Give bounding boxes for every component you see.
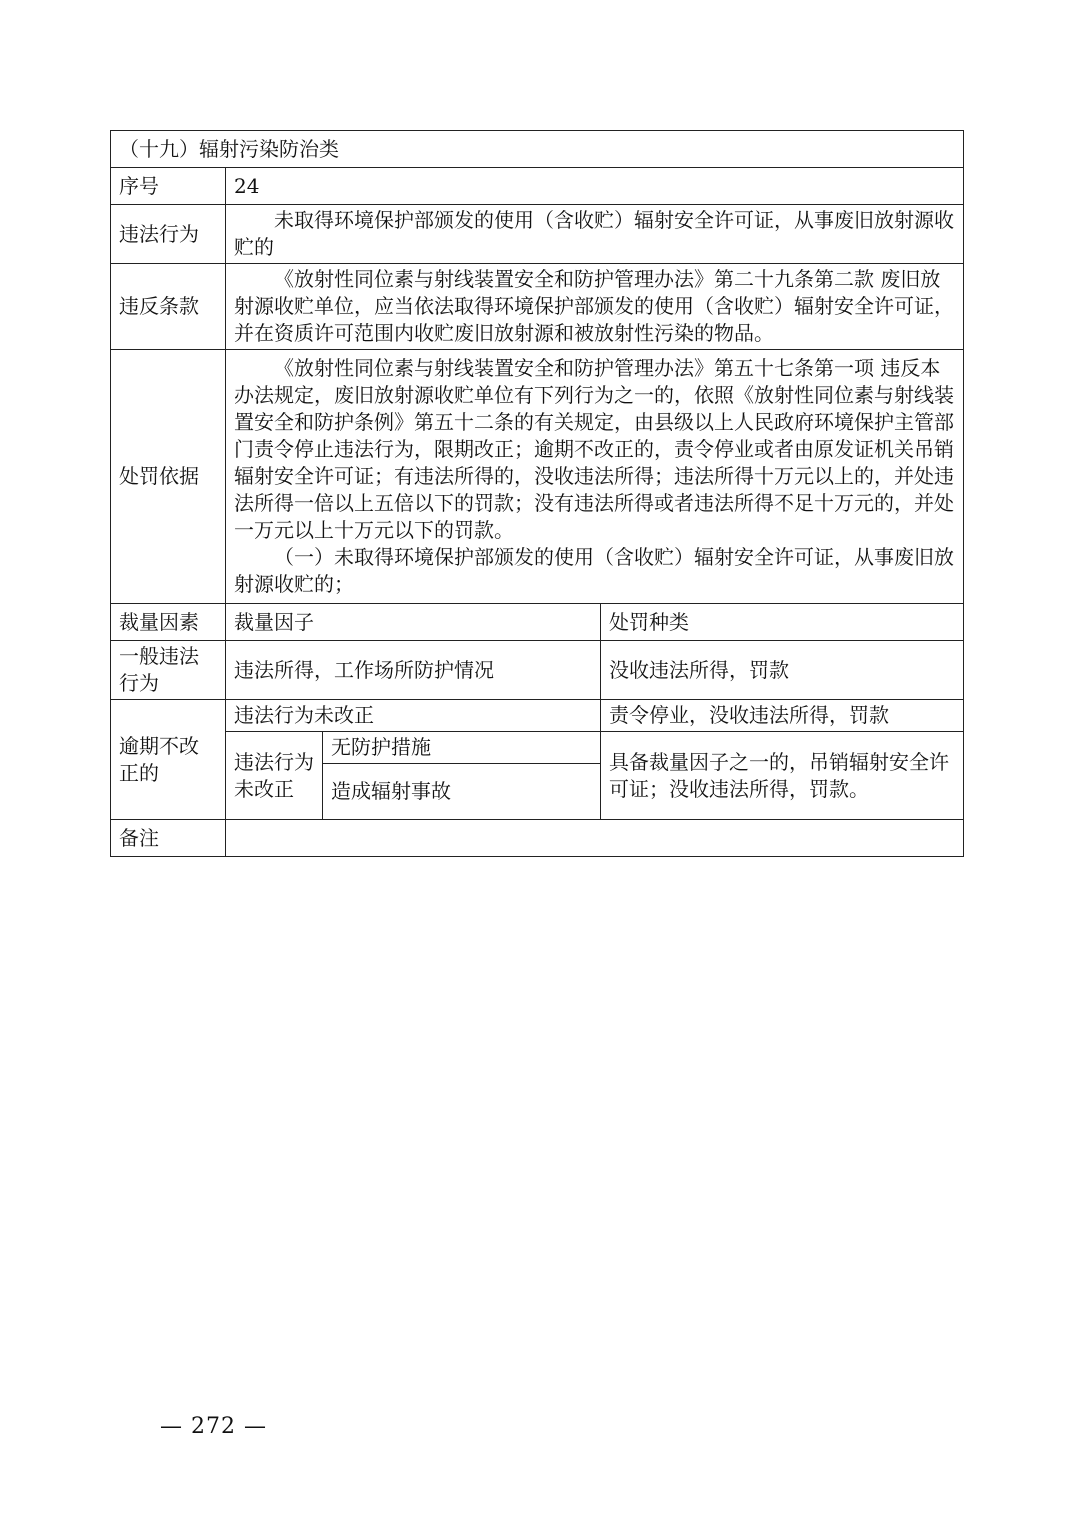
- general-violation-penalty: 没收违法所得，罚款: [601, 641, 964, 700]
- violation-text: [226, 205, 964, 264]
- violated-clause-row: [111, 264, 964, 350]
- penalty-discretion-table: [110, 130, 964, 857]
- overdue-sub-factor-accident: 造成辐射事故: [323, 764, 601, 820]
- overdue-row-1: [111, 700, 964, 732]
- overdue-row-2: [111, 732, 964, 764]
- penalty-basis-label: 处罚依据: [111, 350, 226, 604]
- general-violation-label: 一般违法行为: [111, 641, 226, 700]
- violation-paragraph: 未取得环境保护部颁发的使用（含收贮）辐射安全许可证，从事废旧放射源收贮的: [234, 208, 954, 259]
- remarks-label: 备注: [111, 820, 226, 857]
- serial-label: 序号: [111, 168, 226, 205]
- remarks-row: [111, 820, 964, 857]
- discretion-factor-label: 裁量因素: [111, 604, 226, 641]
- violated-clause-paragraph: 《放射性同位素与射线装置安全和防护管理办法》第二十九条第二款 废旧放射源收贮单位，应当依法取得环境保护部颁发的使用（含收贮）辐射安全许可证，并在资质许可范围内收贮废旧放射源和被放射性污染的物品。: [234, 267, 954, 345]
- general-violation-row: [111, 641, 964, 700]
- violated-clause-text: [226, 264, 964, 350]
- penalty-basis-row: [111, 350, 964, 604]
- page-number: — 272 —: [160, 1414, 267, 1439]
- violated-clause-label: 违反条款: [111, 264, 226, 350]
- overdue-sub-factor-no-protection: 无防护措施: [323, 732, 601, 764]
- overdue-penalty-suspend: 责令停业，没收违法所得，罚款: [601, 700, 964, 732]
- general-violation-factor: 违法所得，工作场所防护情况: [226, 641, 601, 700]
- remarks-value: [226, 820, 964, 857]
- overdue-sub-label: 违法行为未改正: [226, 732, 323, 820]
- violation-label: 违法行为: [111, 205, 226, 264]
- penalty-basis-text: [226, 350, 964, 604]
- overdue-label: 逾期不改正的: [111, 700, 226, 820]
- serial-row: [111, 168, 964, 205]
- discretion-header-row: [111, 604, 964, 641]
- violation-row: [111, 205, 964, 264]
- penalty-basis-paragraph-2: （一）未取得环境保护部颁发的使用（含收贮）辐射安全许可证，从事废旧放射源收贮的；: [234, 545, 954, 596]
- section-title-row: [111, 131, 964, 168]
- factor-column-header: 裁量因子: [226, 604, 601, 641]
- penalty-type-column-header: 处罚种类: [601, 604, 964, 641]
- penalty-basis-paragraph-1: 《放射性同位素与射线装置安全和防护管理办法》第五十七条第一项 违反本办法规定，废旧放射源收贮单位有下列行为之一的，依照《放射性同位素与射线装置安全和防护条例》第五十二条的有关规定，由县级以上人民政府环境保护主管部门责令停止违法行为，限期改正；逾期不改正的，责令停业或者由原发证机关吊销辐射安全许可证；有违法所得的，没收违法所得；违法所得十万元以上的，并处违法所得一倍以上五倍以下的罚款；没有违法所得或者违法所得不足十万元的，并处一万元以上十万元以下的罚款。: [234, 356, 954, 542]
- serial-value: 24: [226, 168, 964, 205]
- section-title: （十九）辐射污染防治类: [111, 131, 964, 168]
- overdue-factor-uncorrected: 违法行为未改正: [226, 700, 601, 732]
- overdue-sub-penalty-revoke: 具备裁量因子之一的，吊销辐射安全许可证；没收违法所得，罚款。: [601, 732, 964, 820]
